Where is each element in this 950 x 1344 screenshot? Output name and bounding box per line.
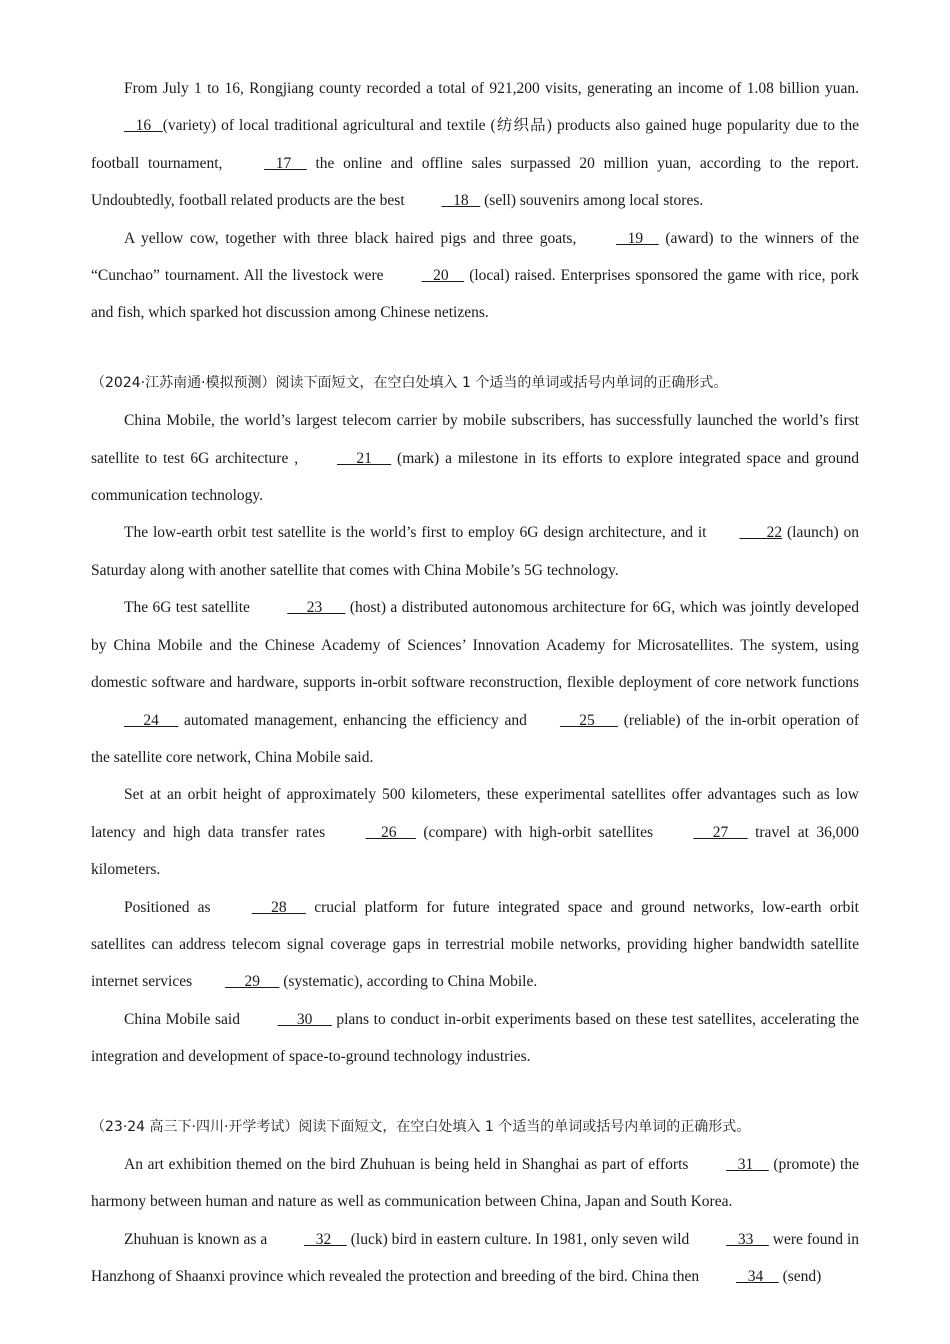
section-heading: （2024·江苏南通·模拟预测）阅读下面短文，在空白处填入 1 个适当的单词或括号内单词的正确形式。 bbox=[91, 374, 728, 391]
blank-20[interactable]: 20 bbox=[421, 267, 465, 285]
paragraph: Zhuhuan is known as a 32 (luck) bird in eastern culture. In 1981, only seven wild 33 were found in Hanzhong of Shaanxi province which revealed the protection and breeding of the bird. China then 34 (send) bbox=[91, 1221, 859, 1296]
paragraph: The 6G test satellite 23 (host) a distributed autonomous architecture for 6G, which was jointly developed by China Mobile and the Chinese Academy of Sciences’ Innovation Academy for Microsatellites. The system, using domestic software and hardware, supports in-orbit software reconstruction, flexible deployment of core network functions 24 automated management, enhancing the efficiency and 25 (reliable) of the in-orbit operation of the satellite core network, China Mobile said. bbox=[91, 589, 859, 776]
blank-29[interactable]: 29 bbox=[225, 973, 280, 991]
document-page bbox=[91, 70, 859, 1296]
paragraph: Positioned as 28 crucial platform for future integrated space and ground networks, low-earth orbit satellites can address telecom signal coverage gaps in terrestrial mobile networks, providing higher bandwidth satellite internet services 29 (systematic), according to China Mobile. bbox=[91, 889, 859, 1001]
paragraph: China Mobile, the world’s largest telecom carrier by mobile subscribers, has successfully launched the world’s first satellite to test 6G architecture , 21 (mark) a milestone in its efforts to explore integrated space and ground communication technology. bbox=[91, 412, 859, 505]
blank-30[interactable]: 30 bbox=[277, 1010, 332, 1028]
blank-34[interactable]: 34 bbox=[736, 1268, 779, 1286]
blank-23[interactable]: 23 bbox=[287, 599, 346, 617]
blank-27[interactable]: 27 bbox=[693, 823, 748, 841]
paragraph: An art exhibition themed on the bird Zhuhuan is being held in Shanghai as part of efforts 31 (promote) the harmony between human and nature as well as communication between China, Japan and South Korea. bbox=[91, 1146, 859, 1221]
section-heading: （23·24 高三下·四川·开学考试）阅读下面短文，在空白处填入 1 个适当的单词或括号内单词的正确形式。 bbox=[91, 1118, 751, 1135]
blank-28[interactable]: 28 bbox=[251, 898, 307, 916]
paragraph: Set at an orbit height of approximately 500 kilometers, these experimental satellites offer advantages such as low latency and high data transfer rates 26 (compare) with high-orbit satellites 27 travel at 36,000 kilometers. bbox=[91, 786, 859, 879]
paragraph: From July 1 to 16, Rongjiang county recorded a total of 921,200 visits, generating an income of 1.08 billion yuan. 16 (variety) of local traditional agricultural and textile (纺织品) products also gained huge popularity due to the football tournament, 17 the online and offline sales surpassed 20 million yuan, according to the report. Undoubtedly, football related products are the best 18 (sell) souvenirs among local stores. bbox=[91, 70, 859, 220]
paragraph: The low-earth orbit test satellite is the world’s first to employ 6G design architecture, and it 22 (launch) on Saturday along with another satellite that comes with China Mobile’s 5G technology. bbox=[91, 514, 859, 589]
blank-24[interactable]: 24 bbox=[124, 711, 179, 729]
blank-26[interactable]: 26 bbox=[365, 823, 416, 841]
blank-17[interactable]: 17 bbox=[264, 154, 307, 172]
blank-16[interactable]: 16 bbox=[124, 117, 163, 135]
blank-19[interactable]: 19 bbox=[616, 229, 659, 247]
blank-18[interactable]: 18 bbox=[441, 192, 481, 210]
blank-21[interactable]: 21 bbox=[336, 449, 392, 467]
blank-25[interactable]: 25 bbox=[559, 711, 619, 729]
blank-33[interactable]: 33 bbox=[726, 1230, 769, 1248]
blank-31[interactable]: 31 bbox=[726, 1155, 769, 1173]
blank-22[interactable]: 22 bbox=[739, 524, 783, 542]
paragraph: A yellow cow, together with three black haired pigs and three goats, 19 (award) to the winners of the “Cunchao” tournament. All the livestock were 20 (local) raised. Enterprises sponsored the game with rice, pork and fish, which sparked hot discussion among Chinese netizens. bbox=[91, 220, 859, 332]
blank-32[interactable]: 32 bbox=[304, 1230, 347, 1248]
paragraph: China Mobile said 30 plans to conduct in-orbit experiments based on these test satellites, accelerating the integration and development of space-to-ground technology industries. bbox=[91, 1001, 859, 1076]
